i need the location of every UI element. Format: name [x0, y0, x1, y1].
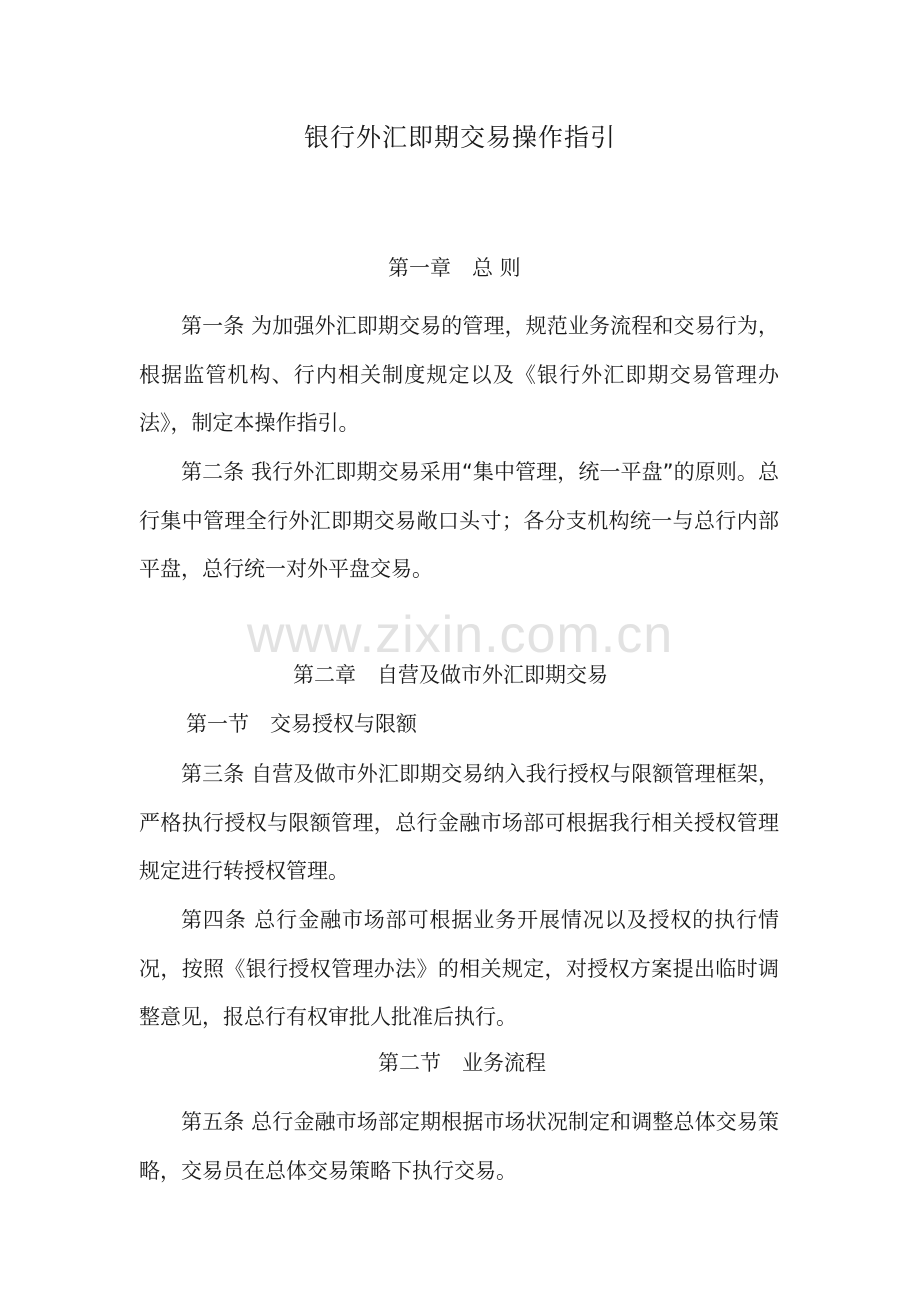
section-2-heading: 第二节 业务流程	[378, 1051, 546, 1075]
article-2: 第二条 我行外汇即期交易采用“集中管理，统一平盘”的原则。总行集中管理全行外汇即期交易敞口头寸；各分支机构统一与总行内部平盘，总行统一对外平盘交易。	[139, 460, 779, 581]
section-1-heading: 第一节 交易授权与限额	[186, 712, 417, 736]
chapter-1-heading: 第一章 总 则	[388, 256, 521, 280]
chapter-2-heading: 第二章 自营及做市外汇即期交易	[293, 663, 608, 687]
watermark: www.zixin.com.cn	[246, 606, 674, 664]
article-3: 第三条 自营及做市外汇即期交易纳入我行授权与限额管理框架，严格执行授权与限额管理，总行金融市场部可根据我行相关授权管理规定进行转授权管理。	[139, 762, 779, 883]
article-5: 第五条 总行金融市场部定期根据市场状况制定和调整总体交易策略，交易员在总体交易策略下执行交易。	[139, 1110, 779, 1183]
document-title: 银行外汇即期交易操作指引	[303, 123, 616, 152]
article-1: 第一条 为加强外汇即期交易的管理，规范业务流程和交易行为，根据监管机构、行内相关制度规定以及《银行外汇即期交易管理办法》，制定本操作指引。	[139, 314, 779, 435]
article-4: 第四条 总行金融市场部可根据业务开展情况以及授权的执行情况，按照《银行授权管理办法》的相关规定，对授权方案提出临时调整意见，报总行有权审批人批准后执行。	[139, 908, 779, 1029]
